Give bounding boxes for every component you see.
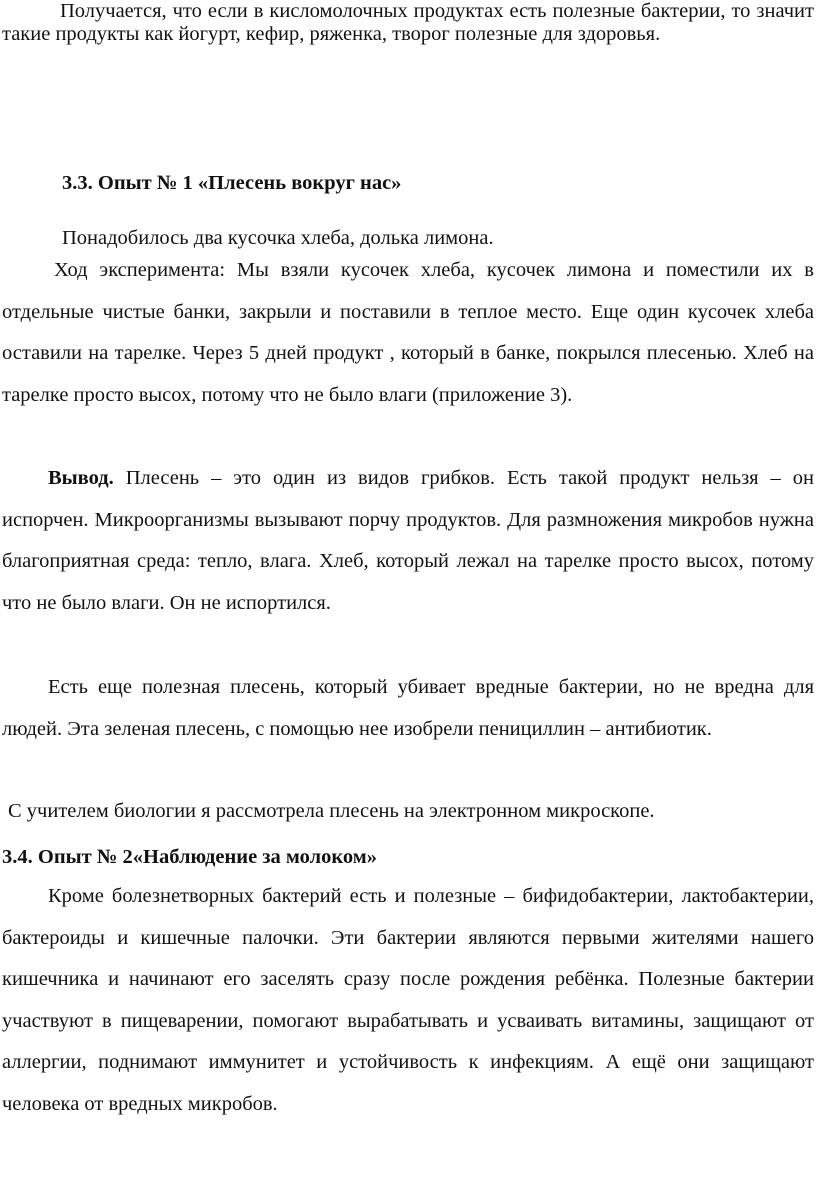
section-3-3-heading: 3.3. Опыт № 1 «Плесень вокруг нас» <box>62 172 402 194</box>
conclusion-paragraph <box>2 458 814 624</box>
needed-materials-line: Понадобилось два кусочка хлеба, долька лимона. <box>62 227 494 249</box>
section-3-4-heading: 3.4. Опыт № 2«Наблюдение за молоком» <box>2 846 377 868</box>
experiment-paragraph: Ход эксперимента: Мы взяли кусочек хлеба, кусочек лимона и поместили их в отдельные чистые банки, закрыли и поставили в теплое место. Еще один кусочек хлеба оставили на тарелке. Через 5 дней продукт , который в банке, покрылся плесенью. Хлеб на тарелке просто высох, потому что не было влаги (приложение 3). <box>2 259 814 406</box>
bacteria-paragraph: Кроме болезнетворных бактерий есть и полезные – бифидобактерии, лактобактерии, бактероиды и кишечные палочки. Эти бактерии являются первыми жителями нашего кишечника и начинают его заселять сразу после рождения ребёнка. Полезные бактерии участвуют в пищеварении, помогают вырабатывать и усваивать витамины, защищают от аллергии, поднимают иммунитет и устойчивость к инфекциям. А ещё они защищают человека от вредных микробов. <box>2 885 814 1115</box>
useful-mold-paragraph: Есть еще полезная плесень, который убивает вредные бактерии, но не вредна для людей. Эта зеленая плесень, с помощью нее изобрели пенициллин – антибиотик. <box>2 676 814 740</box>
conclusion-text: Плесень – это один из видов грибков. Есть такой продукт нельзя – он испорчен. Микроорганизмы вызывают порчу продуктов. Для размножения микробов нужна благоприятная среда: тепло, влага. Хлеб, который лежал на тарелке просто высох, потому что не было влаги. Он не испортился. <box>2 467 814 614</box>
intro-paragraph: Получается, что если в кисломолочных продуктах есть полезные бактерии, то значит такие продукты как йогурт, кефир, ряженка, творог полезные для здоровья. <box>2 0 814 45</box>
teacher-line: С учителем биологии я рассмотрела плесень на электронном микроскопе. <box>8 800 655 822</box>
conclusion-label: Вывод. <box>48 467 114 489</box>
